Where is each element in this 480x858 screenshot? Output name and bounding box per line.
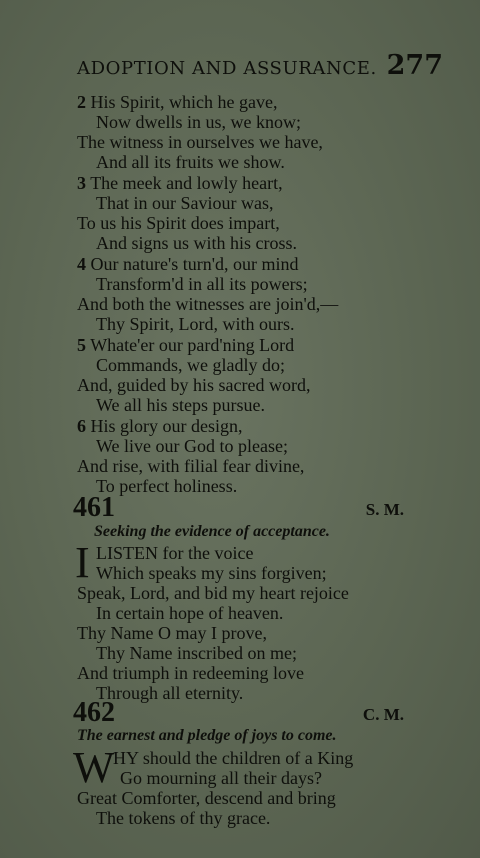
verse-number: 4 xyxy=(77,254,86,274)
hymn-line: Thy Name inscribed on me; xyxy=(96,643,297,663)
verse-line: Transform'd in all its powers; xyxy=(96,274,308,294)
verse-line: Now dwells in us, we know; xyxy=(96,112,301,132)
verse-line: 2 His Spirit, which he gave, xyxy=(77,92,278,112)
hymn-line: Thy Name O may I prove, xyxy=(77,623,267,643)
verse-number: 6 xyxy=(77,416,86,436)
running-title: ADOPTION AND ASSURANCE. xyxy=(77,58,377,79)
verse-line: 3 The meek and lowly heart, xyxy=(77,173,283,193)
verse-line: 4 Our nature's turn'd, our mind xyxy=(77,254,299,274)
verse-number: 2 xyxy=(77,92,86,112)
verse-line: And both the witnesses are join'd,— xyxy=(77,294,339,314)
verse-line: 5 Whate'er our pard'ning Lord xyxy=(77,335,295,355)
verse-line: And, guided by his sacred word, xyxy=(77,375,311,395)
hymn-line: HY should the children of a King xyxy=(113,748,354,768)
verse-number: 5 xyxy=(77,335,86,355)
page-header xyxy=(77,50,443,81)
hymn-number: 461 xyxy=(73,492,115,523)
verse-line: To perfect holiness. xyxy=(96,476,238,496)
verse-line: Thy Spirit, Lord, with ours. xyxy=(96,314,295,334)
verse-line: And rise, with filial fear divine, xyxy=(77,456,305,476)
hymn-line: Speak, Lord, and bid my heart rejoice xyxy=(77,583,349,603)
verse-line: 6 His glory our design, xyxy=(77,416,243,436)
verse-line: The witness in ourselves we have, xyxy=(77,132,323,152)
hymn-subtitle: Seeking the evidence of acceptance. xyxy=(94,523,330,540)
verse-line: Commands, we gladly do; xyxy=(96,355,285,375)
drop-cap: W xyxy=(73,743,115,792)
verse-line: We all his steps pursue. xyxy=(96,395,266,415)
hymn-subtitle: The earnest and pledge of joys to come. xyxy=(77,727,337,744)
hymn-meter: C. M. xyxy=(362,705,404,724)
hymn-line: In certain hope of heaven. xyxy=(96,603,284,623)
verse-line: And signs us with his cross. xyxy=(96,233,298,253)
verse-line: We live our God to please; xyxy=(96,436,288,456)
page-number: 277 xyxy=(386,50,443,81)
hymn-line: Go mourning all their days? xyxy=(120,768,322,788)
verse-line: And all its fruits we show. xyxy=(96,152,285,172)
verse-line: To us his Spirit does impart, xyxy=(77,213,280,233)
verse-number: 3 xyxy=(77,173,86,193)
hymn-line: And triumph in redeeming love xyxy=(77,663,304,683)
hymn-line: Through all eternity. xyxy=(96,683,244,703)
verse-line: That in our Saviour was, xyxy=(96,193,274,213)
drop-cap: I xyxy=(75,538,90,587)
hymn-line: Which speaks my sins forgiven; xyxy=(96,563,327,583)
hymn-meter: S. M. xyxy=(365,500,404,519)
hymn-number: 462 xyxy=(73,697,115,728)
hymn-line: The tokens of thy grace. xyxy=(96,808,271,828)
hymn-line: LISTEN for the voice xyxy=(96,543,254,563)
hymn-line: Great Comforter, descend and bring xyxy=(77,788,336,808)
